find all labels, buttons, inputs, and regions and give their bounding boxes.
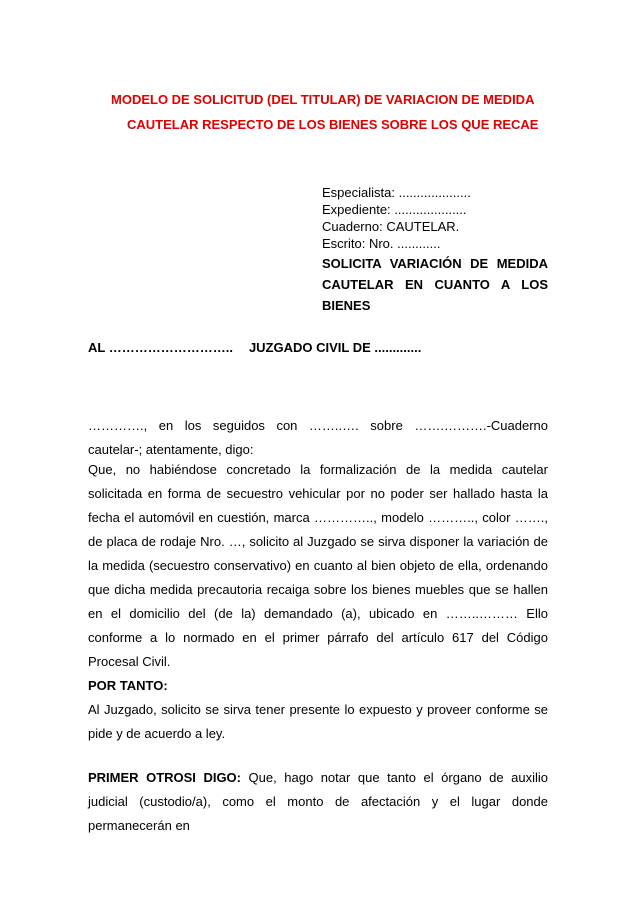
cuaderno-line: Cuaderno: CAUTELAR. xyxy=(322,219,460,234)
escrito-line: Escrito: Nro. ............ xyxy=(322,236,441,251)
case-metadata-block xyxy=(322,184,548,252)
otrosi-text: Que, hago notar que tanto el órgano de auxilio judicial (custodio/a), como el monto de afectación y el lugar donde permanecerán en xyxy=(88,770,549,833)
court-addressee: AL ……………………….. xyxy=(88,340,233,355)
document-title-line-1: MODELO DE SOLICITUD (DEL TITULAR) DE VARIACION DE MEDIDA xyxy=(111,92,535,107)
especialista-line: Especialista: .................... xyxy=(322,185,471,200)
por-tanto-heading: POR TANTO: xyxy=(88,678,168,693)
court-addressee-line xyxy=(88,340,421,355)
expediente-line: Expediente: .................... xyxy=(322,202,467,217)
otrosi-heading: PRIMER OTROSI DIGO: xyxy=(88,770,242,785)
court-name: JUZGADO CIVIL DE ............. xyxy=(248,340,422,355)
otrosi-paragraph xyxy=(88,766,548,838)
main-request-paragraph: Que, no habiéndose concretado la formalización de la medida cautelar solicitada en forma de secuestro vehicular por no poder ser hallado hasta la fecha el automóvil en cuestión, marca ………….., modelo ……….., color ……., de placa de rodaje Nro. …, solicito al Juzgado se sirva disponer la variación de la medida (secuestro conservativo) en cuanto al bien objeto de ella, ordenando que dicha medida precautoria recaiga sobre los bienes muebles que se hallen en el domicilio del (de la) demandado (a), ubicado en ……..……… Ello conforme a lo normado en el primer párrafo del artículo 617 del Código Procesal Civil. xyxy=(88,462,548,669)
document-title-line-2: CAUTELAR RESPECTO DE LOS BIENES SOBRE LOS QUE RECAE xyxy=(127,117,539,132)
introduction-paragraph: …………., en los seguidos con ……..…. sobre …….……….-Cuaderno cautelar-; atentamente, digo: xyxy=(88,418,548,457)
por-tanto-paragraph: Al Juzgado, solicito se sirva tener presente lo expuesto y proveer conforme se pide y de acuerdo a ley. xyxy=(88,702,548,741)
subject-summary: SOLICITA VARIACIÓN DE MEDIDA CAUTELAR EN CUANTO A LOS BIENES xyxy=(322,256,548,313)
